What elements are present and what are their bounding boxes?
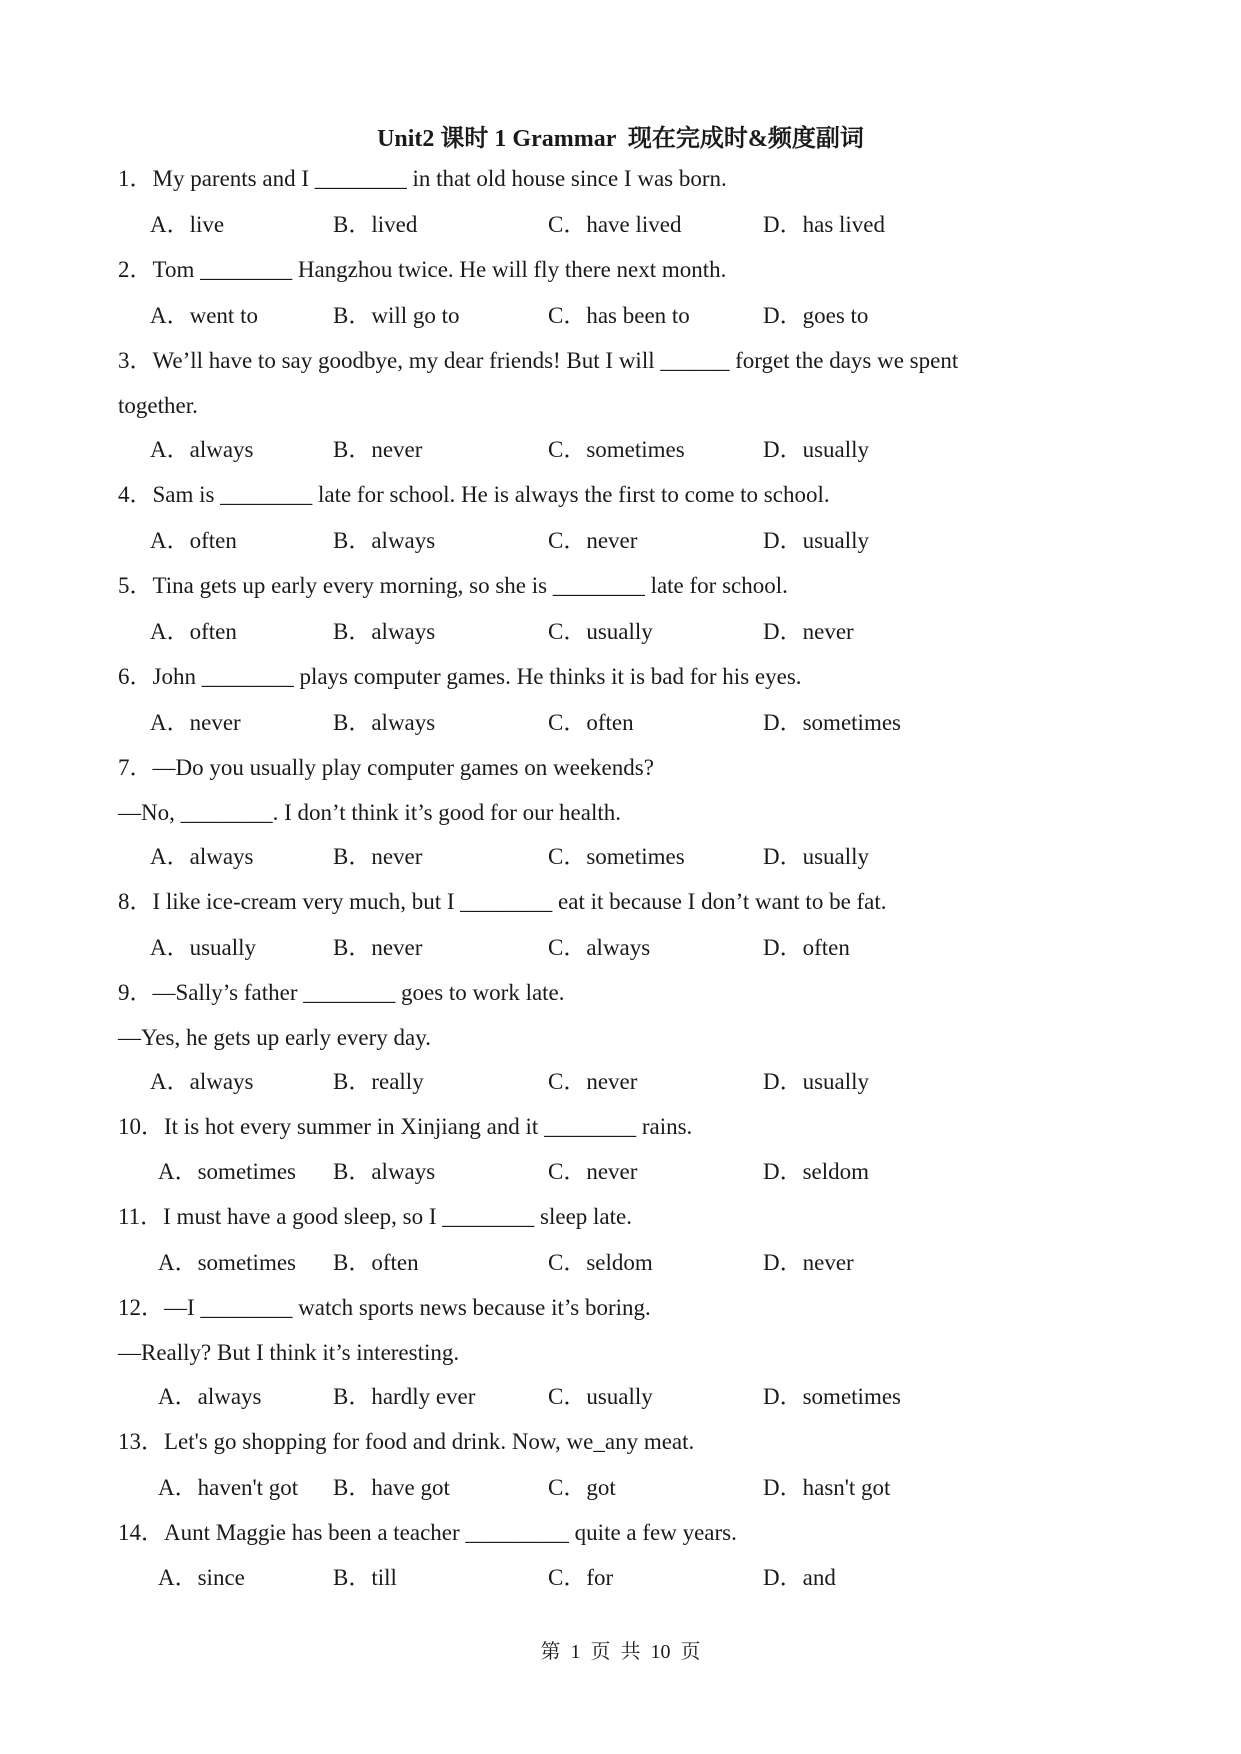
question-10-text: 10．It is hot every summer in Xinjiang and it ________ rains. [118,1114,693,1139]
question-2-text: 2．Tom ________ Hangzhou twice. He will fly there next month. [118,257,727,282]
question-14-option-a: A．since [158,1565,245,1590]
question-1-option-a: A．live [150,212,225,237]
question-3-option-a: A．always [150,437,254,462]
question-14-option-b: B．till [333,1565,397,1590]
question-8-option-c: C．always [548,935,651,960]
question-6-option-b: B．always [333,710,436,735]
question-1-option-d: D．has lived [763,212,886,237]
question-10-option-b: B．always [333,1159,436,1184]
question-7-text: 7．—Do you usually play computer games on weekends? [118,755,654,780]
question-12-option-d: D．sometimes [763,1384,901,1409]
question-14-option-d: D．and [763,1565,836,1590]
question-12-text-continued: —Really? But I think it’s interesting. [118,1340,460,1365]
question-4-option-a: A．often [150,528,237,553]
question-8-option-d: D．often [763,935,850,960]
question-8-text: 8．I like ice-cream very much, but I ________ eat it because I don’t want to be fat. [118,889,887,914]
question-13-option-d: D．hasn't got [763,1475,891,1500]
question-5-option-d: D．never [763,619,854,644]
question-5-option-c: C．usually [548,619,653,644]
question-8-option-a: A．usually [150,935,257,960]
question-2-option-a: A．went to [150,303,258,328]
question-7-option-d: D．usually [763,844,870,869]
question-11-option-b: B．often [333,1250,419,1275]
question-11-option-c: C．seldom [548,1250,653,1275]
question-2-option-c: C．has been to [548,303,690,328]
question-12-option-a: A．always [158,1384,262,1409]
question-9-text: 9．—Sally’s father ________ goes to work late. [118,980,565,1005]
question-1-text: 1．My parents and I ________ in that old house since I was born. [118,166,727,191]
question-3-option-b: B．never [333,437,423,462]
question-7-option-b: B．never [333,844,423,869]
question-6-option-d: D．sometimes [763,710,901,735]
question-12-option-c: C．usually [548,1384,653,1409]
question-11-option-a: A．sometimes [158,1250,296,1275]
question-11-text: 11．I must have a good sleep, so I ________ sleep late. [118,1204,632,1229]
question-4-text: 4．Sam is ________ late for school. He is always the first to come to school. [118,482,830,507]
question-4-option-d: D．usually [763,528,870,553]
question-7-option-a: A．always [150,844,254,869]
question-9-text-continued: —Yes, he gets up early every day. [118,1025,431,1050]
question-6-option-a: A．never [150,710,241,735]
question-12-option-b: B．hardly ever [333,1384,476,1409]
question-10-option-a: A．sometimes [158,1159,296,1184]
question-11-option-d: D．never [763,1250,854,1275]
question-8-option-b: B．never [333,935,423,960]
question-13-option-c: C．got [548,1475,616,1500]
question-10-option-d: D．seldom [763,1159,870,1184]
question-2-option-d: D．goes to [763,303,869,328]
question-14-text: 14．Aunt Maggie has been a teacher _________ quite a few years. [118,1520,737,1545]
question-14-option-c: C．for [548,1565,614,1590]
question-13-option-a: A．haven't got [158,1475,299,1500]
question-9-option-b: B．really [333,1069,424,1094]
question-9-option-a: A．always [150,1069,254,1094]
question-6-option-c: C．often [548,710,634,735]
page-number-footer: 第 1 页 共 10 页 [540,1641,701,1663]
question-5-option-b: B．always [333,619,436,644]
question-2-option-b: B．will go to [333,303,460,328]
question-3-text-continued: together. [118,393,198,418]
question-10-option-c: C．never [548,1159,638,1184]
question-1-option-c: C．have lived [548,212,682,237]
question-4-option-c: C．never [548,528,638,553]
question-12-text: 12．—I ________ watch sports news because it’s boring. [118,1295,651,1320]
question-13-option-b: B．have got [333,1475,450,1500]
question-13-text: 13．Let's go shopping for food and drink. Now, we_any meat. [118,1429,695,1454]
question-7-option-c: C．sometimes [548,844,685,869]
document-title: Unit2 课时 1 Grammar 现在完成时&频度副词 [377,126,864,152]
question-3-option-d: D．usually [763,437,870,462]
question-9-option-c: C．never [548,1069,638,1094]
question-3-option-c: C．sometimes [548,437,685,462]
question-4-option-b: B．always [333,528,436,553]
question-1-option-b: B．lived [333,212,418,237]
question-3-text: 3．We’ll have to say goodbye, my dear friends! But I will ______ forget the days we spent [118,348,959,373]
question-7-text-continued: —No, ________. I don’t think it’s good for our health. [118,800,621,825]
question-6-text: 6．John ________ plays computer games. He thinks it is bad for his eyes. [118,664,802,689]
question-5-option-a: A．often [150,619,237,644]
question-5-text: 5．Tina gets up early every morning, so she is ________ late for school. [118,573,788,598]
question-9-option-d: D．usually [763,1069,870,1094]
